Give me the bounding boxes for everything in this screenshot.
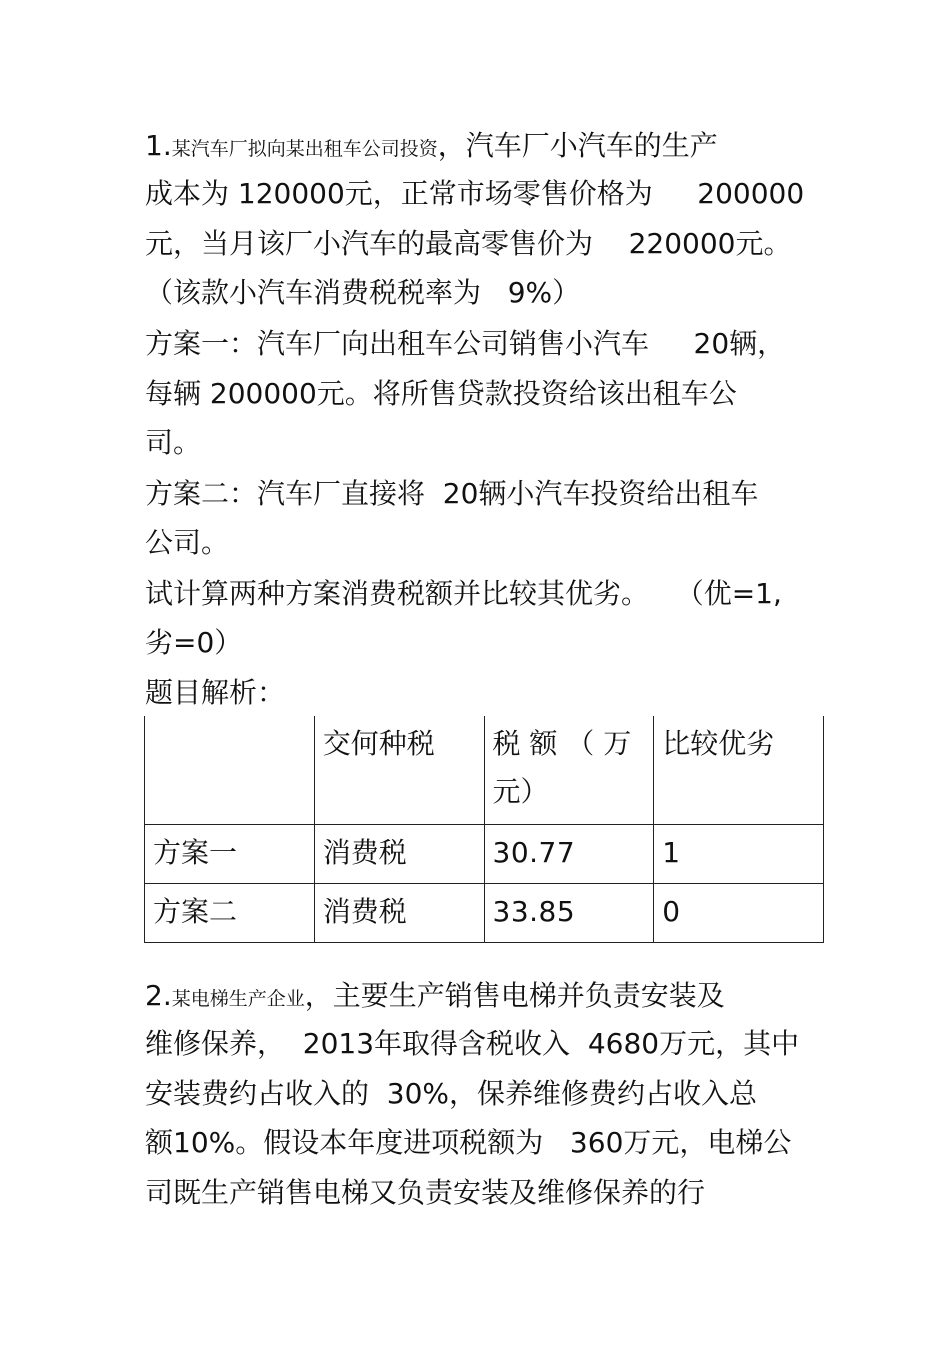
p1-line: 元，当月该厂小汽车的最高零售价为 220000元。 [145,227,792,260]
p1-line: 成本为 120000元，正常市场零售价格为 200000 [145,177,805,210]
table-header-cell: 税 额 （ 万 元） [484,716,654,825]
plan-one: 方案一：汽车厂向出租车公司销售小汽车 20辆， [145,327,786,360]
plan-two: 方案二：汽车厂直接将 20辆小汽车投资给出租车 [145,477,759,510]
table-cell: 方案一 [145,825,315,884]
table-cell: 方案二 [145,884,315,943]
table-cell: 0 [654,884,824,943]
p2-line: 维修保养， 2013年取得含税收入 4680万元，其中 [145,1027,800,1060]
p2-line: 司既生产销售电梯又负责安装及维修保养的行 [145,1176,706,1209]
table-row [145,884,824,943]
p1-line: 劣=0） [145,626,243,659]
table-cell: 30.77 [484,825,654,884]
table-cell: 33.85 [484,884,654,943]
question: 试计算两种方案消费税额并比较其优劣。 （优=1, [145,577,782,610]
table-cell: 1 [654,825,824,884]
p2-line: 额10%。假设本年度进项税额为 360万元，电梯公 [145,1126,792,1159]
p1-line: 司。 [145,426,202,459]
problem-2-title: 2.某电梯生产企业，主要生产销售电梯并负责安装及 [145,979,725,1012]
analysis-heading: 题目解析： [145,676,286,709]
p2-line: 安装费约占收入的 30%，保养维修费约占收入总 [145,1077,758,1110]
table-header-row [145,716,824,825]
table-header-cell [145,716,315,825]
table-cell: 消费税 [314,884,484,943]
problem-1-title: 1.某汽车厂拟向某出租车公司投资，汽车厂小汽车的生产 [145,129,718,162]
table-header-cell: 比较优劣 [654,716,824,825]
table-header-cell: 交何种税 [314,716,484,825]
p1-line: 每辆 200000元。将所售贷款投资给该出租车公 [145,377,737,410]
table-cell: 消费税 [314,825,484,884]
comparison-table [144,716,824,943]
p1-line: 公司。 [145,526,230,559]
table-row [145,825,824,884]
p1-line: （该款小汽车消费税税率为 9%） [145,276,581,309]
